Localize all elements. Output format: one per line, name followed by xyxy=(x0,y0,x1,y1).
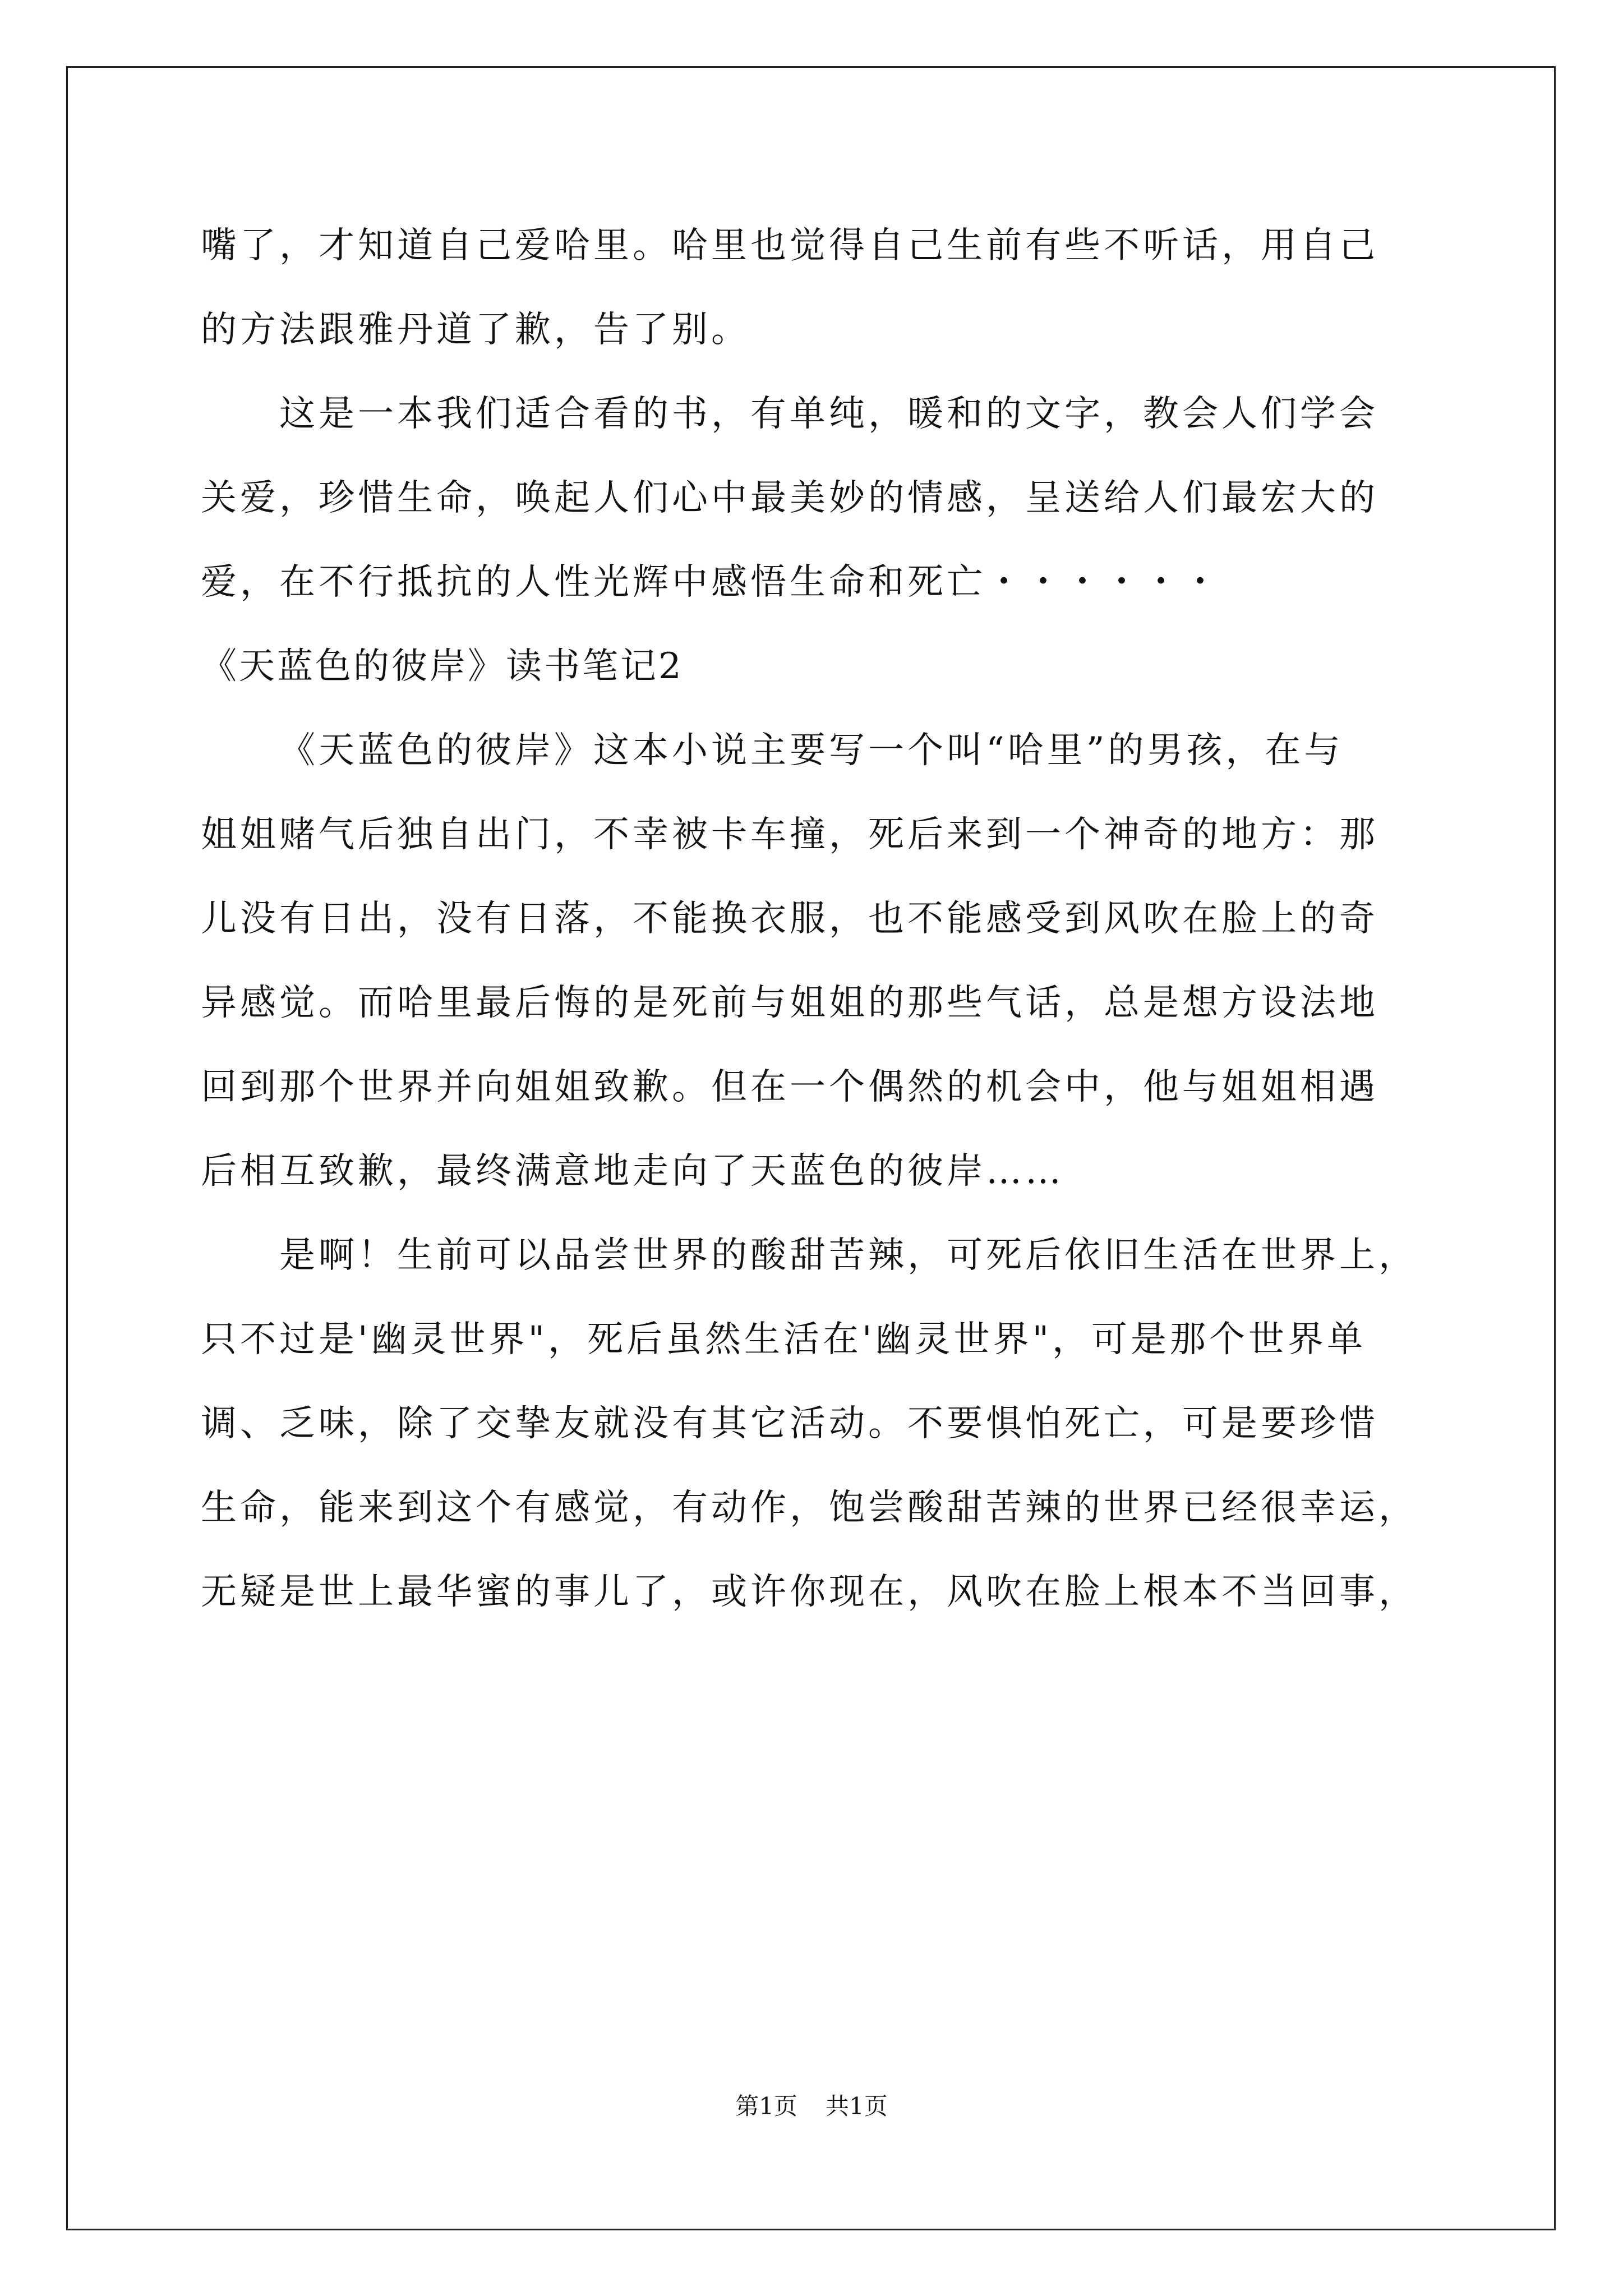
text-line: 只不过是'幽灵世界"，死后虽然生活在'幽灵世界"，可是那个世界单 xyxy=(201,1319,1367,1360)
text-line: 嘴了，才知道自己爱哈里。哈里也觉得自己生前有些不听话，用自己 xyxy=(201,225,1378,266)
text-line: 关爱，珍惜生命，唤起人们心中最美妙的情感，呈送给人们最宏大的 xyxy=(201,477,1378,519)
document-body xyxy=(201,223,1435,1614)
text-line: 异感觉。而哈里最后悔的是死前与姐姐的那些气话，总是想方设法地 xyxy=(201,982,1378,1024)
text-line: 回到那个世界并向姐姐致歉。但在一个偶然的机会中，他与姐姐相遇 xyxy=(201,1066,1378,1108)
paragraph-start-line: 是啊！生前可以品尝世界的酸甜苦辣，可死后依旧生活在世界上， xyxy=(279,1235,1418,1276)
section-heading: 《天蓝色的彼岸》读书笔记2 xyxy=(201,646,684,687)
text-line: 儿没有日出，没有日落，不能换衣服，也不能感受到风吹在脸上的奇 xyxy=(201,898,1378,940)
page-number: 第1页 xyxy=(735,2092,797,2120)
text-line: 生命，能来到这个有感觉，有动作，饱尝酸甜苦辣的世界已经很幸运， xyxy=(201,1487,1418,1529)
text-line: 的方法跟雅丹道了歉，告了别。 xyxy=(201,309,750,351)
paragraph-start-line: 《天蓝色的彼岸》这本小说主要写一个叫“哈里”的男孩，在与 xyxy=(279,730,1344,771)
text-line: 无疑是世上最华蜜的事儿了，或许你现在，风吹在脸上根本不当回事， xyxy=(201,1571,1418,1613)
text-line: 爱，在不行抵抗的人性光辉中感悟生命和死亡・・・・・・ xyxy=(201,562,1221,603)
text-line: 后相互致歉，最终满意地走向了天蓝色的彼岸…… xyxy=(201,1151,1064,1192)
text-line: 姐姐赌气后独自出门，不幸被卡车撞，死后来到一个神奇的地方：那 xyxy=(201,814,1378,855)
paragraph-start-line: 这是一本我们适合看的书，有单纯，暖和的文字，教会人们学会 xyxy=(279,393,1378,435)
page-count: 共1页 xyxy=(826,2092,888,2120)
page-footer xyxy=(0,2092,1623,2120)
text-line: 调、乏味，除了交挚友就没有其它活动。不要惧怕死亡，可是要珍惜 xyxy=(201,1403,1378,1444)
